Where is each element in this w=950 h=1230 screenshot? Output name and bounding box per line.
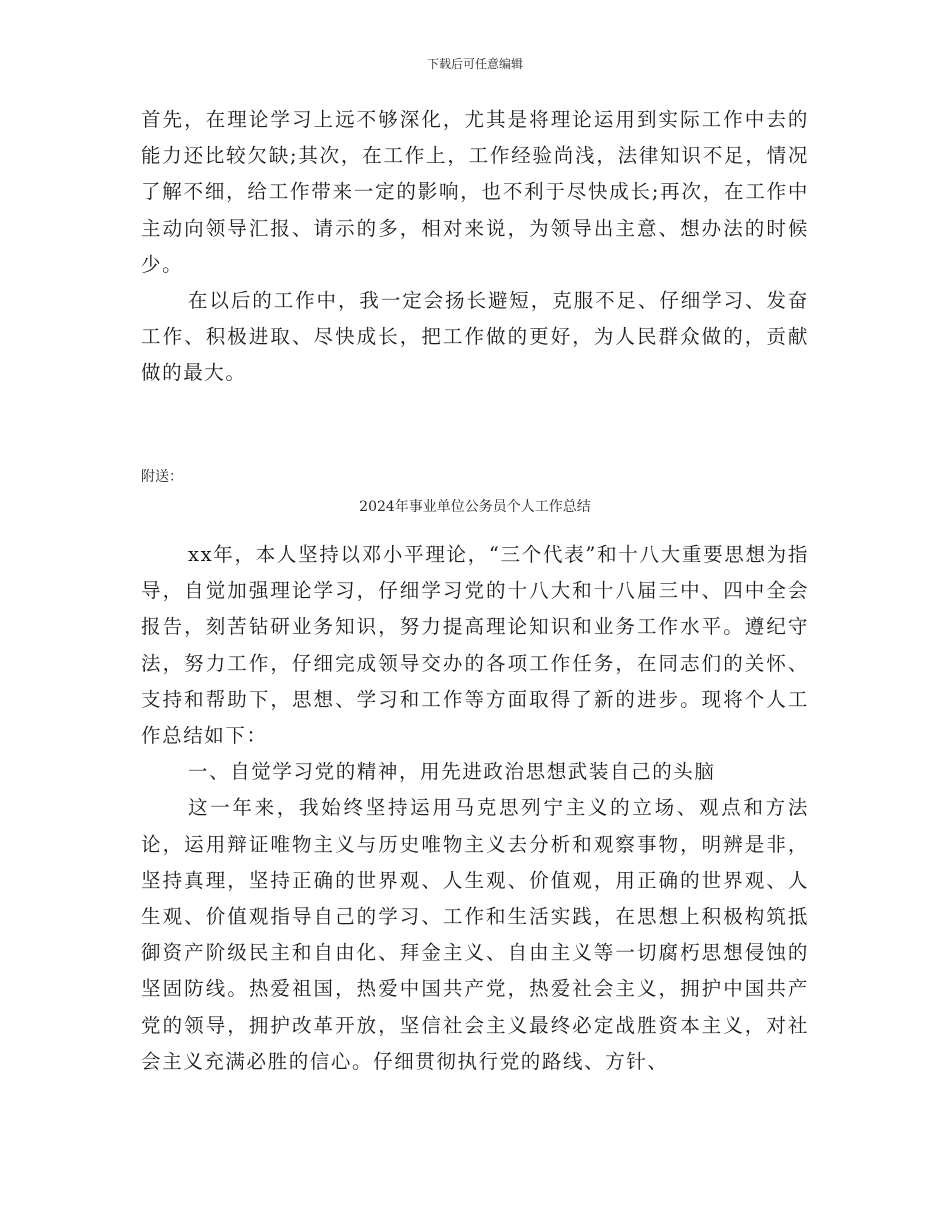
paragraph: 首先，在理论学习上远不够深化，尤其是将理论运用到实际工作中去的能力还比较欠缺;其次，在工作上，工作经验尚浅，法律知识不足，情况了解不细，给工作带来一定的影响，也不利于尽快成长;再次，在工作中主动向领导汇报、请示的多，相对来说，为领导出主意、想办法的时候少。	[141, 108, 809, 276]
page-header-note: 下载后可任意编辑	[426, 57, 523, 71]
section-heading: 一、自觉学习党的精神，用先进政治思想武装自己的头脑	[188, 760, 716, 784]
paragraph: 在以后的工作中，我一定会扬长避短，克服不足、仔细学习、发奋工作、积极进取、尽快成长，把工作做的更好，为人民群众做的，贡献做的最大。	[141, 289, 809, 385]
section-2	[141, 537, 809, 1080]
attachment-label: 附送：	[141, 469, 183, 485]
document-title: 2024年事业单位公务员个人工作总结	[359, 499, 591, 515]
paragraph: xx年，本人坚持以邓小平理论，“三个代表”和十八大重要思想为指导，自觉加强理论学习，仔细学习党的十八大和十八届三中、四中全会报告，刻苦钻研业务知识，努力提高理论知识和业务工作水平。遵纪守法，努力工作，仔细完成领导交办的各项工作任务，在同志们的关怀、支持和帮助下，思想、学习和工作等方面取得了新的进步。现将个人工作总结如下：	[141, 543, 809, 748]
paragraph: 这一年来，我始终坚持运用马克思列宁主义的立场、观点和方法论，运用辩证唯物主义与历史唯物主义去分析和观察事物，明辨是非，坚持真理，坚持正确的世界观、人生观、价值观，用正确的世界观、人生观、价值观指导自己的学习、工作和生活实践，在思想上积极构筑抵御资产阶级民主和自由化、拜金主义、自由主义等一切腐朽思想侵蚀的坚固防线。热爱祖国，热爱中国共产党，热爱社会主义，拥护中国共产党的领导，拥护改革开放，坚信社会主义最终必定战胜资本主义，对社会主义充满必胜的信心。仔细贯彻执行党的路线、方针、	[141, 796, 809, 1073]
section-1	[141, 102, 809, 392]
